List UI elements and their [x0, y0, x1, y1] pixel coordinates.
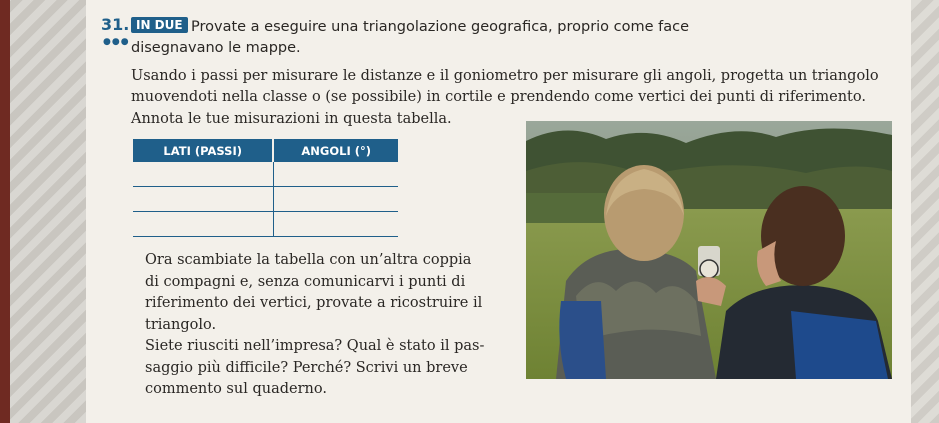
paragraph-line: di compagni e, senza comunicarvi i punti di	[145, 273, 466, 290]
measurements-table	[133, 139, 398, 237]
exercise-intro-line2: disegnavano le mappe.	[131, 40, 301, 56]
instruction-line2: muovendoti nella classe o (se possibile) in cortile e prendendo come vertici dei punti di riferimento.	[131, 89, 866, 105]
paragraph-line: riferimento dei vertici, provate a ricostruire il	[145, 295, 483, 311]
table-cell-sides[interactable]	[133, 162, 273, 187]
paragraph-line: triangolo.	[145, 316, 217, 333]
difficulty-dots-icon: ●●●	[103, 37, 130, 47]
paragraph-reflection	[145, 336, 485, 401]
compass-dial	[700, 260, 718, 278]
paragraph-line: saggio più difficile? Perché? Scrivi un breve	[145, 359, 468, 376]
exercise-number: 31.	[101, 15, 130, 34]
table-cell-sides[interactable]	[133, 187, 273, 212]
exercise-intro-line1: Provate a eseguire una triangolazione geografica, proprio come face	[191, 19, 690, 35]
paragraph-line: Ora scambiate la tabella con un’altra coppia	[145, 252, 472, 268]
table-row	[133, 187, 398, 212]
table-cell-angles[interactable]	[273, 212, 398, 237]
group-work-badge: IN DUE	[131, 17, 188, 33]
table-row	[133, 162, 398, 187]
paragraph-line: Siete riusciti nell’impresa? Qual è stato il pas-	[145, 338, 485, 354]
header-sides: LATI (PASSI)	[133, 139, 273, 162]
instruction-line1: Usando i passi per misurare le distanze e il goniometro per misurare gli angoli, progetta un triangolo	[131, 68, 879, 84]
instruction-line3: Annota le tue misurazioni in questa tabella.	[131, 111, 452, 127]
paragraph-line: commento sul quaderno.	[145, 381, 327, 397]
left-margin-pattern	[0, 0, 86, 423]
backpack-strap	[559, 301, 606, 379]
right-margin-pattern	[911, 0, 939, 423]
table-cell-angles[interactable]	[273, 162, 398, 187]
table-cell-angles[interactable]	[273, 187, 398, 212]
header-angles: ANGOLI (°)	[273, 139, 398, 162]
child-right-backpack	[791, 311, 888, 379]
table-cell-sides[interactable]	[133, 212, 273, 237]
hedge	[526, 193, 606, 223]
paragraph-exchange	[145, 250, 485, 336]
table-row	[133, 212, 398, 237]
children-compass-photo	[526, 121, 892, 379]
